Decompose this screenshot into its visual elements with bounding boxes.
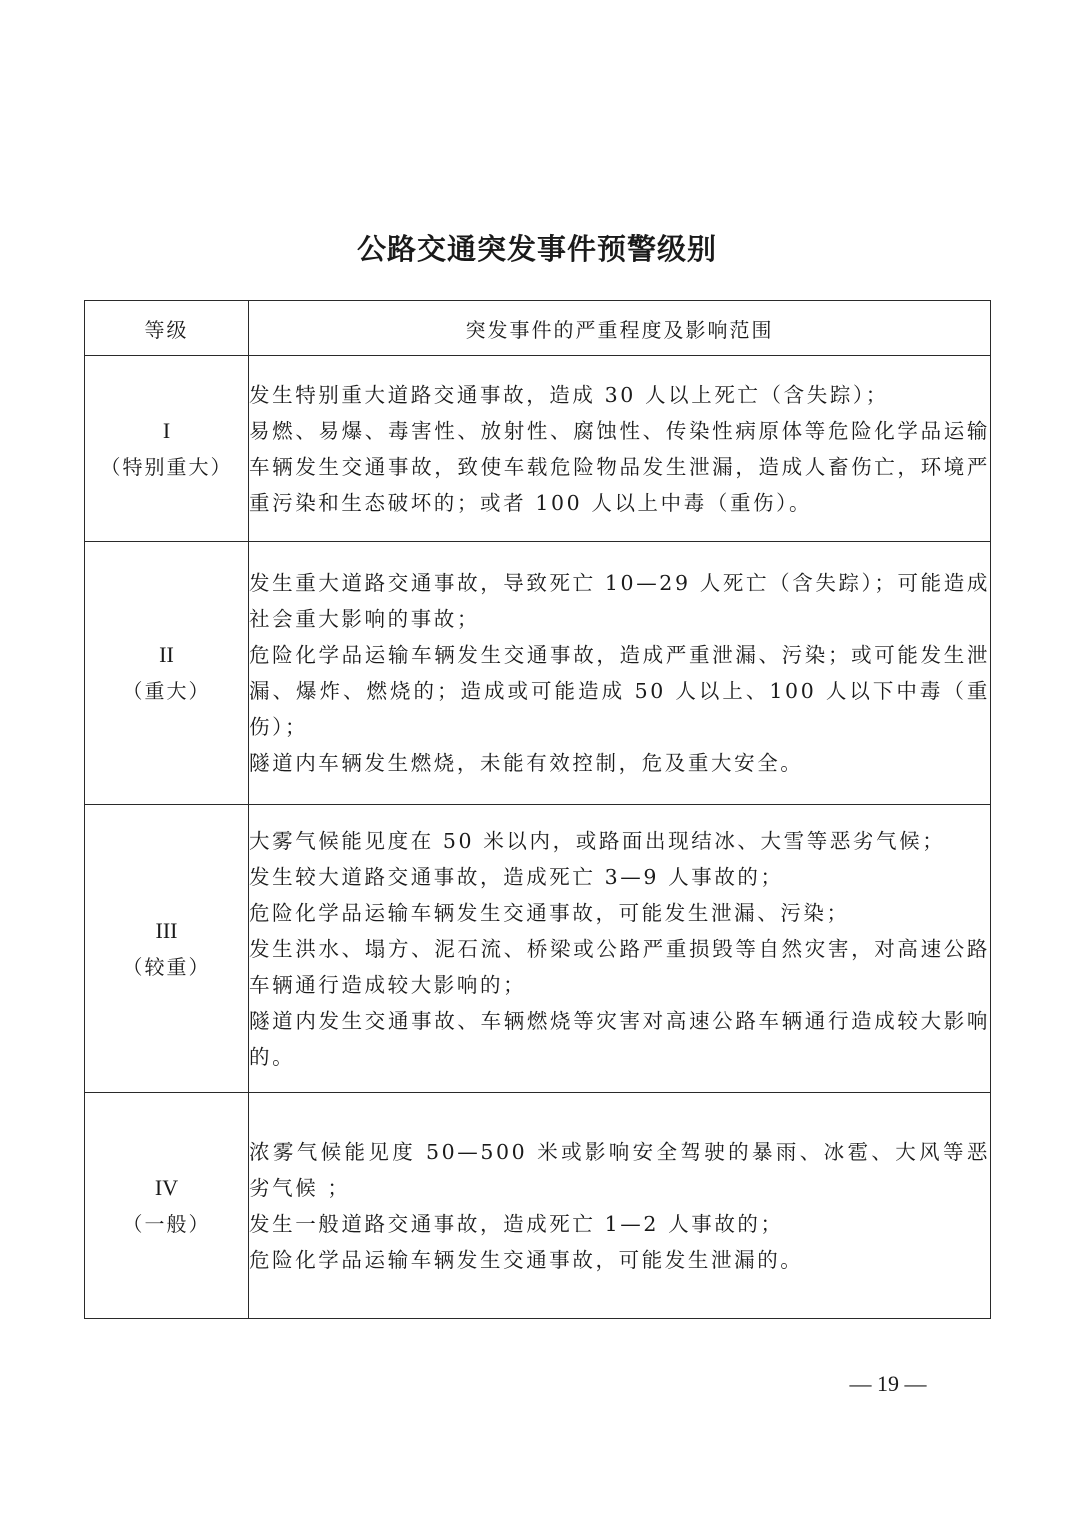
description-item: 易燃、易爆、毒害性、放射性、腐蚀性、传染性病原体等危险化学品运输车辆发生交通事故，致使车载危险物品发生泄漏，造成人畜伤亡，环境严重污染和生态破坏的；或者 100 人以上中毒（重伤）。 <box>249 418 990 515</box>
description-item: 危险化学品运输车辆发生交通事故，可能发生泄漏的。 <box>249 1247 804 1272</box>
table-row-level-3 <box>85 805 991 1093</box>
description-item: 隧道内发生交通事故、车辆燃烧等灾害对高速公路车辆通行造成较大影响的。 <box>249 1008 990 1069</box>
description-item: 危险化学品运输车辆发生交通事故，可能发生泄漏、污染； <box>249 900 850 925</box>
description-cell <box>249 805 991 1093</box>
description-item: 隧道内车辆发生燃烧，未能有效控制，危及重大安全。 <box>249 751 804 775</box>
level-numeral: III <box>155 917 178 943</box>
description-item: 发生一般道路交通事故，造成死亡 1—2 人事故的； <box>249 1211 784 1236</box>
header-level: 等级 <box>85 301 249 356</box>
level-numeral: I <box>162 417 171 443</box>
document-title: 公路交通突发事件预警级别 <box>356 232 717 266</box>
description-item: 发生特别重大道路交通事故，造成 30 人以上死亡（含失踪）； <box>249 382 889 407</box>
level-name: （一般） <box>122 1211 211 1236</box>
page-number: — 19 — <box>849 1371 927 1396</box>
level-cell <box>85 805 249 1093</box>
level-numeral: II <box>159 642 174 667</box>
level-name: （较重） <box>122 954 211 979</box>
description-cell <box>249 542 991 805</box>
description-item: 大雾气候能见度在 50 米以内，或路面出现结冰、大雪等恶劣气候； <box>249 828 946 853</box>
description-item: 发生洪水、塌方、泥石流、桥梁或公路严重损毁等自然灾害，对高速公路车辆通行造成较大影响的； <box>249 936 990 997</box>
table-row-level-2 <box>85 542 991 805</box>
level-cell <box>85 1093 249 1319</box>
description-item: 发生重大道路交通事故，导致死亡 10—29 人死亡（含失踪）；可能造成社会重大影响的事故； <box>249 571 990 631</box>
description-item: 危险化学品运输车辆发生交通事故，造成严重泄漏、污染；或可能发生泄漏、爆炸、燃烧的；造成或可能造成 50 人以上、100 人以下中毒（重伤）； <box>249 643 990 739</box>
description-cell <box>249 356 991 542</box>
level-name: （重大） <box>122 679 211 703</box>
table-row-level-4 <box>85 1093 991 1319</box>
description-cell <box>249 1093 991 1319</box>
level-cell <box>85 542 249 805</box>
level-numeral: IV <box>154 1174 179 1200</box>
table-header-row <box>85 301 991 356</box>
description-item: 发生较大道路交通事故，造成死亡 3—9 人事故的； <box>249 864 784 889</box>
header-description: 突发事件的严重程度及影响范围 <box>249 301 991 356</box>
description-item: 浓雾气候能见度 50—500 米或影响安全驾驶的暴雨、冰雹、大风等恶劣气候 ； <box>249 1139 990 1200</box>
warning-level-table <box>84 300 991 1319</box>
table-row-level-1 <box>85 356 991 542</box>
level-name: （特别重大） <box>100 454 233 479</box>
level-cell <box>85 356 249 542</box>
